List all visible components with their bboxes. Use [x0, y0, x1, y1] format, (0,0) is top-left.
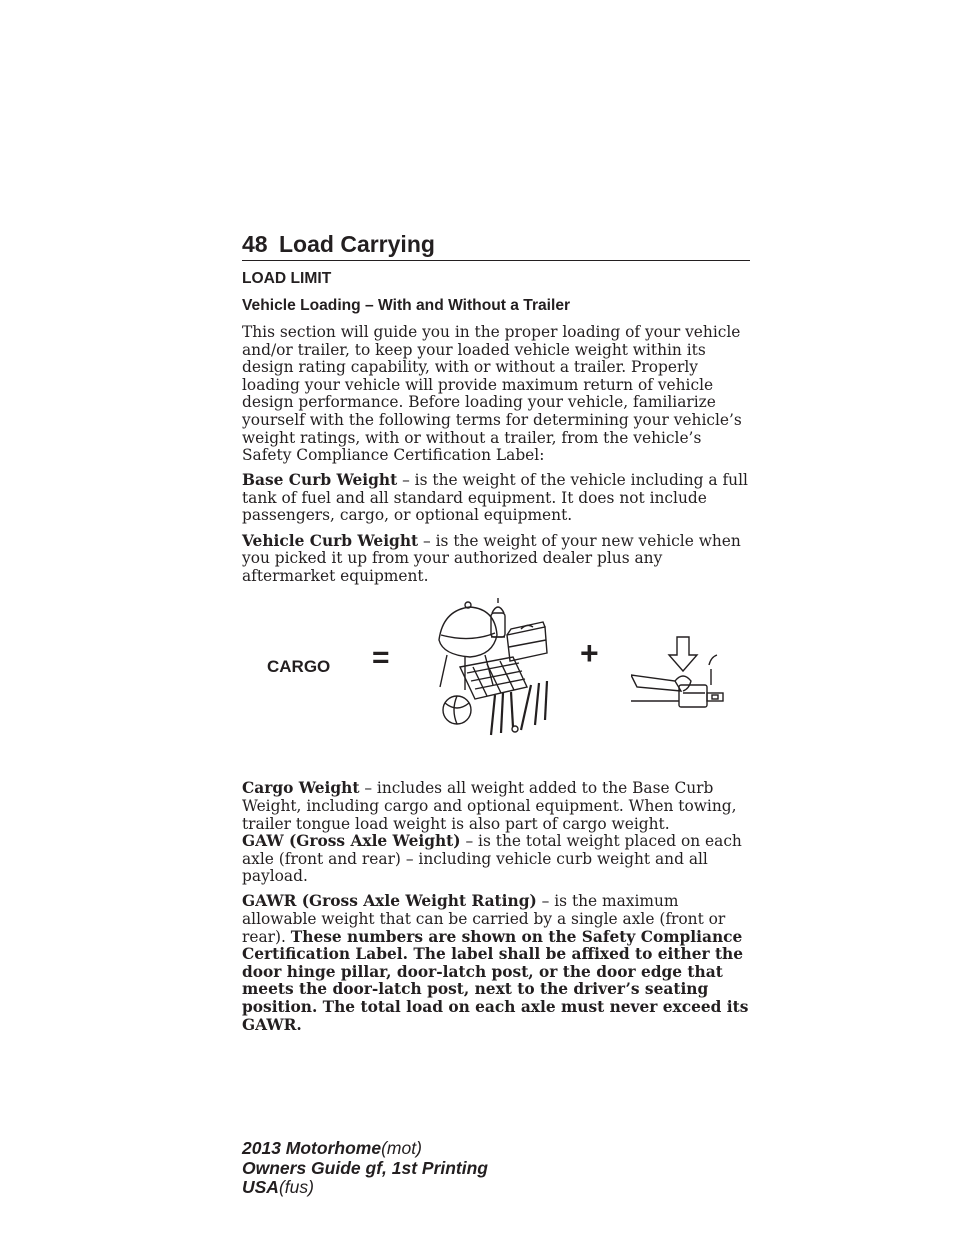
definition-gaw — [242, 833, 752, 886]
cargo-gear-illustration — [435, 595, 555, 745]
footer-line-1 — [242, 1139, 488, 1159]
page-number: 48 — [242, 231, 268, 257]
footer-line-3 — [242, 1178, 488, 1198]
section-title: Load Carrying — [279, 231, 435, 257]
page-content — [242, 270, 752, 1042]
text-cargo-weight: – includes all weight added to the Base Curb Weight, including cargo and optional equipment. When towing, trailer tongue load weight is also part of cargo weight. — [242, 779, 737, 833]
definition-cargo-weight — [242, 780, 752, 833]
text-gawr: – is the maximum allowable weight that can be carried by a single axle (front or rear). — [242, 892, 726, 946]
print-footer — [242, 1139, 488, 1198]
definition-base-curb-weight — [242, 472, 752, 525]
footer-line-2 — [242, 1159, 488, 1179]
text-vehicle-curb-weight: – is the weight of your new vehicle when you picked it up from your authorized dealer plus any aftermarket equipment. — [242, 531, 741, 585]
heading-load-limit: LOAD LIMIT — [242, 270, 332, 287]
intro-paragraph: This section will guide you in the proper loading of your vehicle and/or trailer, to keep your loaded vehicle weight within its design rating capability, with or without a trailer. Properly loading your vehicle will provide maximum return of vehicle design performance. Before loading your vehicle, familiarize yourself with the following terms for determining your vehicle’s weight ratings, with or without a trailer, from the vehicle’s Safety Compliance Certification Label: — [242, 323, 742, 465]
cargo-label: CARGO — [267, 657, 331, 677]
footer-market-code: (fus) — [278, 1177, 314, 1197]
gawr-emphasis: These numbers are shown on the Safety Compliance Certification Label. The label shall be affixed to either the door hinge pillar, door-latch post, or the door edge that meets the door-latch post, next to the driver’s seating position. The total load on each axle must never exceed its GAWR. — [242, 927, 749, 1034]
footer-guide: Owners Guide gf, 1st Printing — [242, 1157, 488, 1178]
cargo-figure — [242, 595, 752, 780]
term-gawr: GAWR (Gross Axle Weight Rating) — [242, 892, 537, 911]
trailer-hitch-illustration — [631, 635, 727, 719]
term-vehicle-curb-weight: Vehicle Curb Weight — [242, 531, 419, 550]
footer-market: USA — [242, 1177, 279, 1197]
text-gaw: – is the total weight placed on each axle (front and rear) – including vehicle curb weight and all payload. — [242, 832, 742, 886]
term-gaw: GAW (Gross Axle Weight) — [242, 832, 461, 851]
definition-vehicle-curb-weight — [242, 533, 752, 586]
equals-sign: = — [372, 641, 390, 675]
footer-model-code: (mot) — [381, 1138, 422, 1158]
footer-model: 2013 Motorhome — [242, 1138, 382, 1158]
subheading-vehicle-loading: Vehicle Loading – With and Without a Trailer — [242, 297, 571, 314]
term-base-curb-weight: Base Curb Weight — [242, 471, 398, 490]
text-base-curb-weight: – is the weight of the vehicle including a full tank of fuel and all standard equipment. It does not include passengers, cargo, or optional equipment. — [242, 471, 748, 525]
definition-gawr — [242, 893, 752, 1034]
page-header — [242, 228, 750, 261]
term-cargo-weight: Cargo Weight — [242, 779, 360, 798]
plus-sign: + — [580, 635, 599, 672]
